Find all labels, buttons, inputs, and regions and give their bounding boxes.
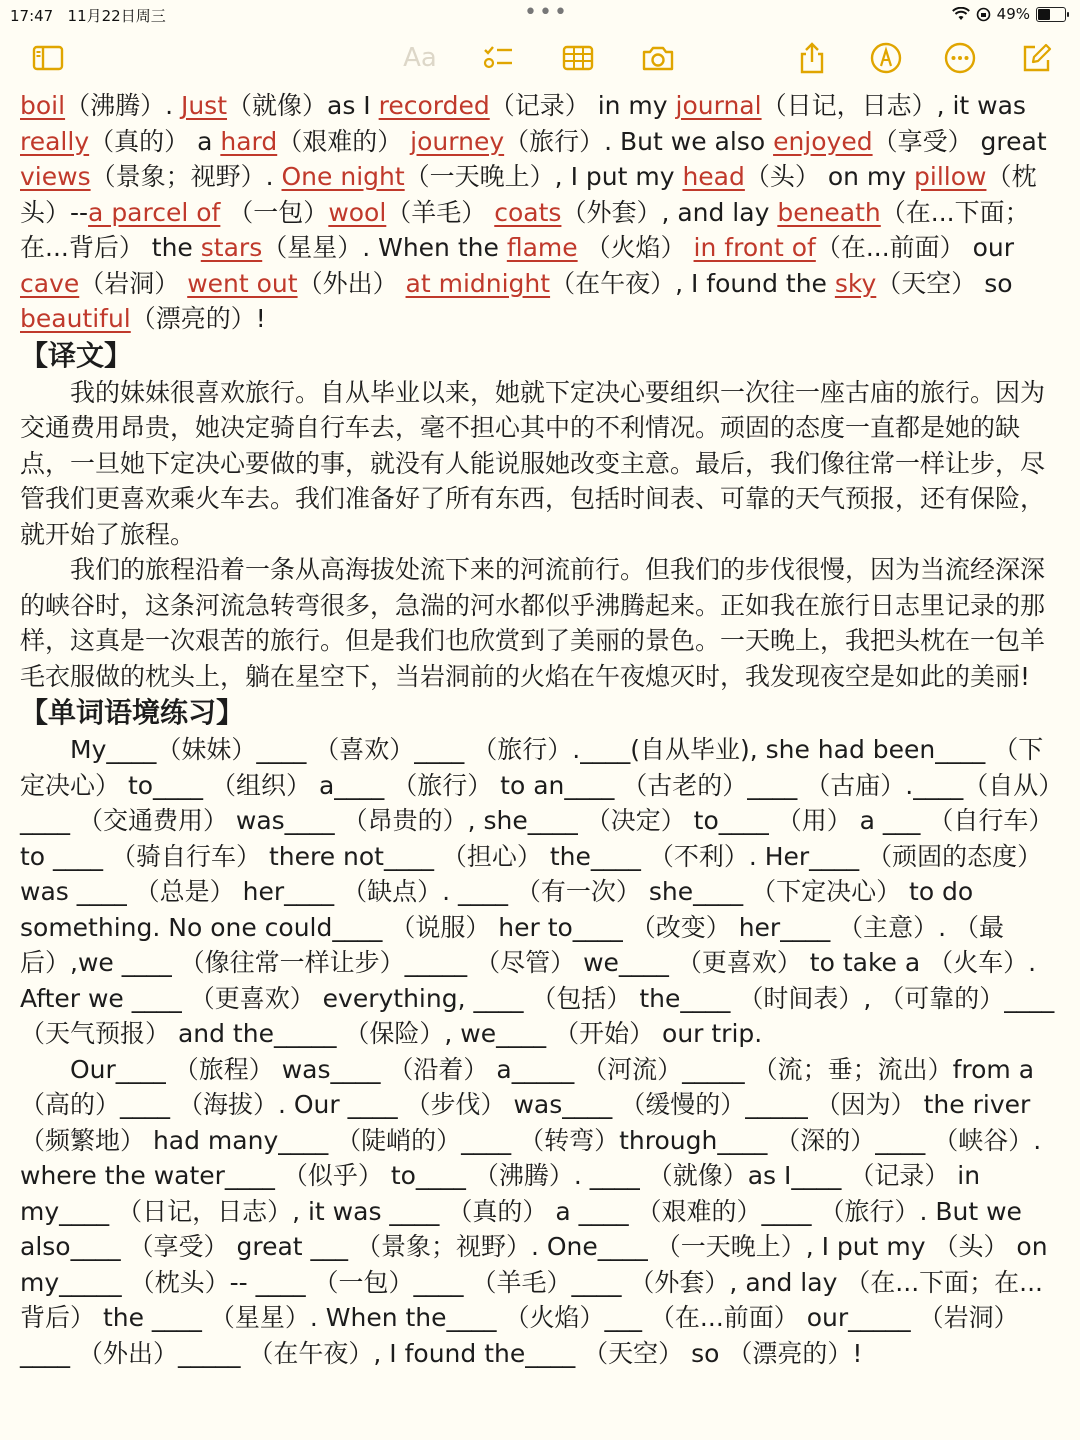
passage-text: （漂亮的）! xyxy=(130,304,266,333)
exercise-paragraph-1: My____（妹妹）____ （喜欢）____ （旅行）.____(自从毕业), she had been____ （下定决心） to____ （组织） a____ （旅行） to an____ （古老的）____ （古庙）.____（自从）____ （交通费用） was____ （昂贵的）, she____ （决定） to____ （用） a ___ （自行车） to ____ （骑自行车） there not____ （担心） the____ （不利）. Her____ （顽固的态度） was ____ （总是） her____ （缺点）. ____ （有一次） she____ （下定决心） to do something. No one could____ （说服） her to____ （改变） her____ （主意）. （最后）,we ____ （像往常一样让步）_____ （尽管） we____ （更喜欢） to take a （火车）. After we ____ （更喜欢） everything, ____ （包括） the____ （时间表）, （可靠的）____ （天气预报） and the_____ （保险）, we____ （开始） our trip. xyxy=(20,735,1055,1048)
passage-text: （日记，日志）, it was xyxy=(761,91,1026,120)
passage-text: （沸腾）. xyxy=(65,91,181,120)
vocab-word: in front of xyxy=(693,233,816,262)
vocab-word: Just xyxy=(180,91,228,120)
vocab-word: went out xyxy=(187,268,298,298)
lock-rotation-icon xyxy=(976,7,991,22)
compose-icon[interactable] xyxy=(1016,38,1056,78)
note-body[interactable] xyxy=(20,88,1060,1371)
passage-text: （火焰） xyxy=(577,233,694,262)
camera-icon[interactable] xyxy=(638,38,678,78)
vocab-word: at midnight xyxy=(405,268,551,298)
passage-text: （一包） xyxy=(220,197,329,227)
vocab-word: a parcel of xyxy=(88,197,221,227)
vocab-word: beneath xyxy=(777,197,881,227)
vocab-word: sky xyxy=(834,268,877,298)
table-icon[interactable] xyxy=(558,38,598,78)
share-icon[interactable] xyxy=(792,38,832,78)
battery-icon xyxy=(1036,7,1066,22)
passage-text: （外出） xyxy=(297,268,406,298)
vocab-word: beautiful xyxy=(20,304,131,333)
vocab-word: cave xyxy=(20,268,80,298)
passage-text: （记录） in my xyxy=(489,91,676,120)
vocab-word: journey xyxy=(410,126,505,156)
vocab-word: hard xyxy=(220,126,278,156)
passage-text: （景象；视野）. xyxy=(90,162,282,191)
passage-text: （羊毛） xyxy=(386,197,495,227)
passage-text: （一天晚上）, I put my xyxy=(404,162,683,191)
passage-text: （真的） a xyxy=(89,126,221,156)
checklist-icon[interactable] xyxy=(478,38,518,78)
passage-text: （在...下面；在...背后） the xyxy=(20,197,1030,262)
vocab-word: One night xyxy=(281,162,405,191)
vocab-word: views xyxy=(20,162,91,191)
status-time: 17:47 11月22日周三 xyxy=(10,7,166,25)
passage-text: （星星）. When the xyxy=(262,233,507,262)
passage-paragraph xyxy=(20,88,1060,337)
passage-text: （头） on my xyxy=(744,162,915,191)
vocab-word: enjoyed xyxy=(773,126,873,156)
translation-heading: 【译文】 xyxy=(20,338,133,372)
status-right xyxy=(952,5,1066,23)
passage-text: （艰难的） xyxy=(277,126,411,156)
battery-percent: 49% xyxy=(996,5,1030,23)
translation-paragraph-2: 我们的旅程沿着一条从高海拔处流下来的河流前行。但我们的步伐很慢，因为当流经深深的峡谷时，这条河流急转弯很多，急湍的河水都似乎沸腾起来。正如我在旅行日志里记录的那样，这真是一次艰苦的旅行。但是我们也欣赏到了美丽的景色。一天晚上，我把头枕在一包羊毛衣服做的枕头上，躺在星空下，当岩洞前的火焰在午夜熄灭时，我发现夜空是如此的美丽! xyxy=(20,555,1046,691)
vocab-word: flame xyxy=(506,233,578,262)
wifi-icon xyxy=(952,7,970,21)
exercise-paragraph-2: Our____ （旅程） was____ （沿着） a_____ （河流）_____ （流；垂；流出）from a （高的）____ （海拔）. Our ____ （步伐） was____ （缓慢的）_____ （因为） the river （频繁地） had many____ （陡峭的）____ （转弯）through____ （深的）____ （峡谷）. where the water____ （似乎） to____ （沸腾）. ____ （就像）as I____ （记录） in my____ （日记，日志）, it was ____ （真的） a ____ （艰难的）____ （旅行）. But we also____ （享受） great ___ （景象；视野）. One____ （一天晚上）, I put my （头） on my_____ （枕头）-- ____ （一包）____ （羊毛）____ （外套）, and lay （在...下面；在...背后） the ____ （星星）. When the____ （火焰）___ （在...前面） our_____ （岩洞）____ （外出）_____ （在午夜）, I found the____ （天空） so （漂亮的）! xyxy=(20,1054,1048,1368)
more-icon[interactable] xyxy=(940,38,980,78)
vocab-word: coats xyxy=(494,197,562,227)
vocab-word: head xyxy=(682,162,745,191)
notes-toolbar xyxy=(0,38,1080,84)
vocab-word: really xyxy=(20,126,90,156)
passage-text: （枕头）-- xyxy=(20,162,1037,227)
vocab-word: recorded xyxy=(378,91,490,120)
passage-text: （外套）, and lay xyxy=(561,197,778,227)
passage-text: （在...前面） our xyxy=(815,233,1015,262)
vocab-word: wool xyxy=(328,197,387,227)
passage-text: （岩洞） xyxy=(79,268,188,298)
passage-text: （在午夜）, I found the xyxy=(550,268,835,298)
vocab-word: stars xyxy=(200,233,263,262)
translation-paragraph-1: 我的妹妹很喜欢旅行。自从毕业以来，她就下定决心要组织一次往一座古庙的旅行。因为交通费用昂贵，她决定骑自行车去，毫不担心其中的不利情况。顽固的态度一直都是她的缺点，一旦她下定决心要做的事，就没有人能说服她改变主意。最后，我们像往常一样让步，尽管我们更喜欢乘火车去。我们准备好了所有东西，包括时间表、可靠的天气预报，还有保险，就开始了旅程。 xyxy=(20,377,1046,549)
sidebar-icon[interactable] xyxy=(28,38,68,78)
vocab-word: boil xyxy=(20,91,66,120)
exercise-heading: 【单词语境练习】 xyxy=(20,696,245,729)
multitask-dots[interactable]: ••• xyxy=(524,0,569,25)
vocab-word: journal xyxy=(675,91,762,120)
text-format-icon[interactable]: Aa xyxy=(403,43,437,73)
vocab-word: pillow xyxy=(914,162,987,191)
passage-text: （天空） so xyxy=(876,268,1013,298)
passage-text: （就像）as I xyxy=(227,91,379,120)
passage-text: （享受） great xyxy=(872,126,1047,156)
passage-text: （旅行）. But we also xyxy=(504,126,774,156)
markup-icon[interactable] xyxy=(866,38,906,78)
status-bar xyxy=(0,0,1080,30)
